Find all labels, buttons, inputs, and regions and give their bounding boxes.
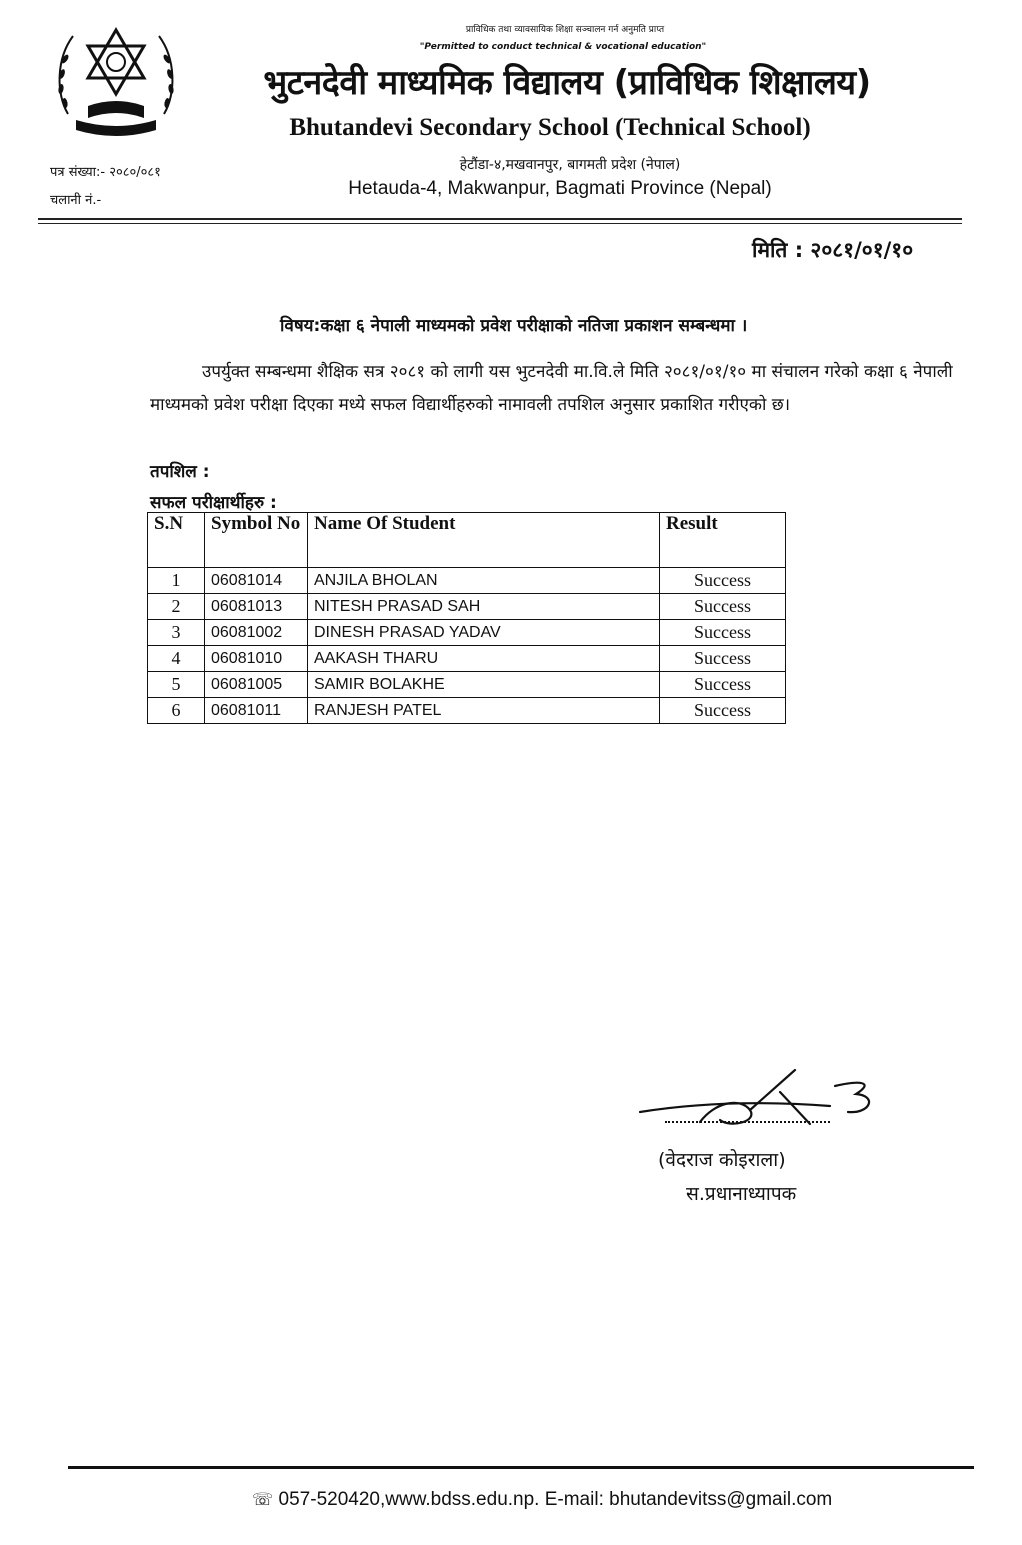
cell-result: Success	[660, 594, 786, 620]
school-name-nepali: भुटनदेवी माध्यमिक विद्यालय (प्राविधिक शिक्षालय)	[263, 63, 871, 103]
permit-note-english: "Permitted to conduct technical & vocational education"	[419, 42, 707, 52]
table-row	[148, 620, 786, 646]
footer-contact	[252, 1489, 832, 1511]
cell-sn: 2	[148, 594, 205, 620]
signatory-title: स.प्रधानाध्यापक	[686, 1183, 797, 1205]
address-nepali: हेटौंडा-४,मखवानपुर, बागमती प्रदेश (नेपाल)	[459, 157, 681, 173]
footer-contact-text: 057-520420,www.bdss.edu.np. E-mail: bhutandevitss@gmail.com	[278, 1489, 833, 1510]
address-english: Hetauda-4, Makwanpur, Bagmati Province (Nepal)	[348, 178, 772, 199]
permit-note-nepali: प्राविधिक तथा व्यावसायिक शिक्षा सञ्चालन गर्न अनुमति प्राप्त	[465, 25, 665, 35]
footer-divider	[68, 1466, 974, 1469]
cell-sn: 1	[148, 568, 205, 594]
cell-result: Success	[660, 620, 786, 646]
dispatch-number: चलानी नं.-	[50, 193, 102, 208]
header-sn: S.N	[148, 513, 205, 568]
cell-sn: 5	[148, 672, 205, 698]
school-emblem-icon	[48, 14, 184, 150]
cell-sn: 6	[148, 698, 205, 724]
table-row	[148, 594, 786, 620]
cell-result: Success	[660, 568, 786, 594]
header-symbol-no: Symbol No	[205, 513, 308, 568]
school-name-english: Bhutandevi Secondary School (Technical School)	[289, 114, 811, 141]
table-header-row	[148, 513, 786, 568]
cell-name: DINESH PRASAD YADAV	[308, 620, 660, 646]
cell-symbol: 06081010	[205, 646, 308, 672]
cell-name: ANJILA BHOLAN	[308, 568, 660, 594]
table-row	[148, 568, 786, 594]
cell-sn: 3	[148, 620, 205, 646]
signature-icon	[630, 1062, 890, 1144]
cell-sn: 4	[148, 646, 205, 672]
header-divider	[38, 218, 962, 220]
reference-number: पत्र संख्या:- २०८०/०८१	[50, 165, 161, 180]
cell-result: Success	[660, 646, 786, 672]
cell-name: AAKASH THARU	[308, 646, 660, 672]
table-row	[148, 646, 786, 672]
cell-symbol: 06081011	[205, 698, 308, 724]
cell-name: RANJESH PATEL	[308, 698, 660, 724]
letter-body-text: उपर्युक्त सम्बन्धमा शैक्षिक सत्र २०८१ को लागी यस भुटनदेवी मा.वि.ले मिति २०८१/०१/१० मा संचालन गरेको कक्षा ६ नेपाली माध्यमको प्रवेश परीक्षा दिएका मध्ये सफल विद्यार्थीहरुको नामावली तपशिल अनुसार प्रकाशित गरीएको छ।	[150, 362, 953, 415]
header-divider-thin	[38, 223, 962, 224]
cell-symbol: 06081002	[205, 620, 308, 646]
header-student-name: Name Of Student	[308, 513, 660, 568]
cell-result: Success	[660, 672, 786, 698]
letter-body	[150, 356, 970, 422]
passed-students-label: सफल परीक्षार्थीहरु :	[150, 493, 277, 513]
cell-symbol: 06081014	[205, 568, 308, 594]
results-table	[147, 512, 786, 724]
header-result: Result	[660, 513, 786, 568]
details-label: तपशिल :	[150, 462, 210, 482]
signature-line	[665, 1121, 830, 1123]
telephone-icon: ☏	[252, 1490, 274, 1509]
cell-result: Success	[660, 698, 786, 724]
table-row	[148, 672, 786, 698]
letter-date: मिति : २०८१/०१/१०	[752, 238, 914, 262]
table-row	[148, 698, 786, 724]
signatory-name: (वेदराज कोइराला)	[658, 1149, 786, 1171]
cell-name: NITESH PRASAD SAH	[308, 594, 660, 620]
letter-subject: विषय:कक्षा ६ नेपाली माध्यमको प्रवेश परीक्षाको नतिजा प्रकाशन सम्बन्धमा ।	[280, 316, 748, 336]
cell-symbol: 06081013	[205, 594, 308, 620]
cell-symbol: 06081005	[205, 672, 308, 698]
cell-name: SAMIR BOLAKHE	[308, 672, 660, 698]
